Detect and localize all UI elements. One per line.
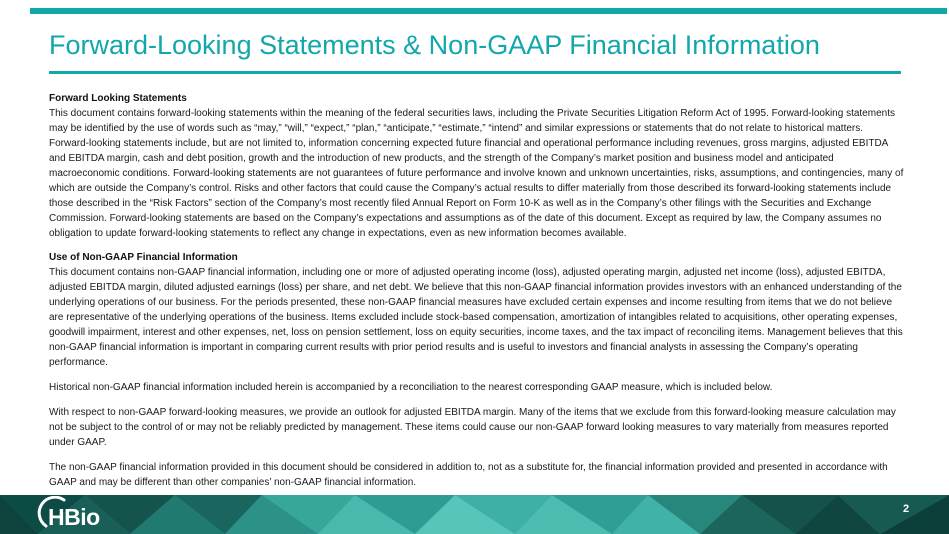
- section-heading: Use of Non-GAAP Financial Information: [49, 252, 238, 263]
- section-non-gaap: [49, 250, 904, 490]
- paragraph: With respect to non-GAAP forward-looking measures, we provide an outlook for adjusted EBITDA margin. Many of the items that we exclude from this forward-looking measure calculation may not be subject to the control of or may not be reliably predicted by management. These items could cause our non-GAAP forward looking measures to vary materially from measures reported under GAAP.: [49, 407, 896, 448]
- paragraph: This document contains non-GAAP financial information, including one or more of adjusted operating income (loss), adjusted operating margin, adjusted net income (loss), adjusted EBITDA, adjusted EBITDA margin, diluted adjusted earnings (loss) per share, and net debt. We believe that this non-GAAP financial information provides investors with an enhanced understanding of the underlying operations of our business. For the periods presented, these non-GAAP financial measures have excluded certain expenses and income resulting from items that we do not believe are representative of the underlying operations of the business. Items excluded include stock-based compensation, amortization of intangibles related to acquisitions, other operating expenses, goodwill impairment, interest and other expenses, net, loss on pension settlement, loss on equity securities, income taxes, and the tax impact of reconciling items. Management believes that this non-GAAP financial information is important in comparing current results with prior period results and is useful to investors and financial analysts in assessing the Company’s operating performance.: [49, 267, 903, 368]
- slide-body: [49, 91, 904, 490]
- top-accent-bar: [30, 8, 947, 14]
- section-heading: Forward Looking Statements: [49, 93, 187, 104]
- page-number: 2: [902, 503, 910, 515]
- title-underline: [49, 71, 901, 74]
- footer-polygon-mosaic: [0, 495, 949, 534]
- paragraph: This document contains forward-looking statements within the meaning of the federal securities laws, including the Private Securities Litigation Reform Act of 1995. Forward-looking statements may be identified by the use of words such as “may,” “will,” “expect,” “plan,” “anticipate,” “estimate,” “intend” and similar expressions or statements that do not relate to historical matters. Forward-looking statements include, but are not limited to, information concerning expected future financial and operational performance including revenues, gross margins, adjusted EBITDA and EBITDA margin, cash and debt position, growth and the introduction of new products, and the strength of the Company’s market position and business model and anticipated macroeconomic conditions. Forward-looking statements are not guarantees of future performance and involve known and unknown uncertainties, risks, assumptions, and contingencies, many of which are outside the Company’s control. Risks and other factors that could cause the Company’s actual results to differ materially from those described its forward-looking statements include those described in the “Risk Factors” section of the Company’s most recently filed Annual Report on Form 10-K as well as in the Company’s other filings with the Securities and Exchange Commission. Forward-looking statements are based on the Company’s expectations and assumptions as of the date of this document. Except as required by law, the Company assumes no obligation to update forward-looking statements to reflect any change in expectations, even as new information becomes available.: [49, 108, 904, 239]
- paragraph: Historical non-GAAP financial information included herein is accompanied by a reconciliation to the nearest corresponding GAAP measure, which is included below.: [49, 382, 773, 393]
- page-title: Forward-Looking Statements & Non-GAAP Financial Information: [49, 30, 820, 60]
- paragraph: The non-GAAP financial information provided in this document should be considered in addition to, not as a substitute for, the financial information provided and presented in accordance with GAAP and may be different than other companies’ non-GAAP financial information.: [49, 462, 888, 488]
- hbio-logo: [34, 496, 130, 533]
- logo-text: HBio: [48, 504, 100, 530]
- section-forward-looking: [49, 91, 904, 241]
- footer-band: [0, 495, 949, 534]
